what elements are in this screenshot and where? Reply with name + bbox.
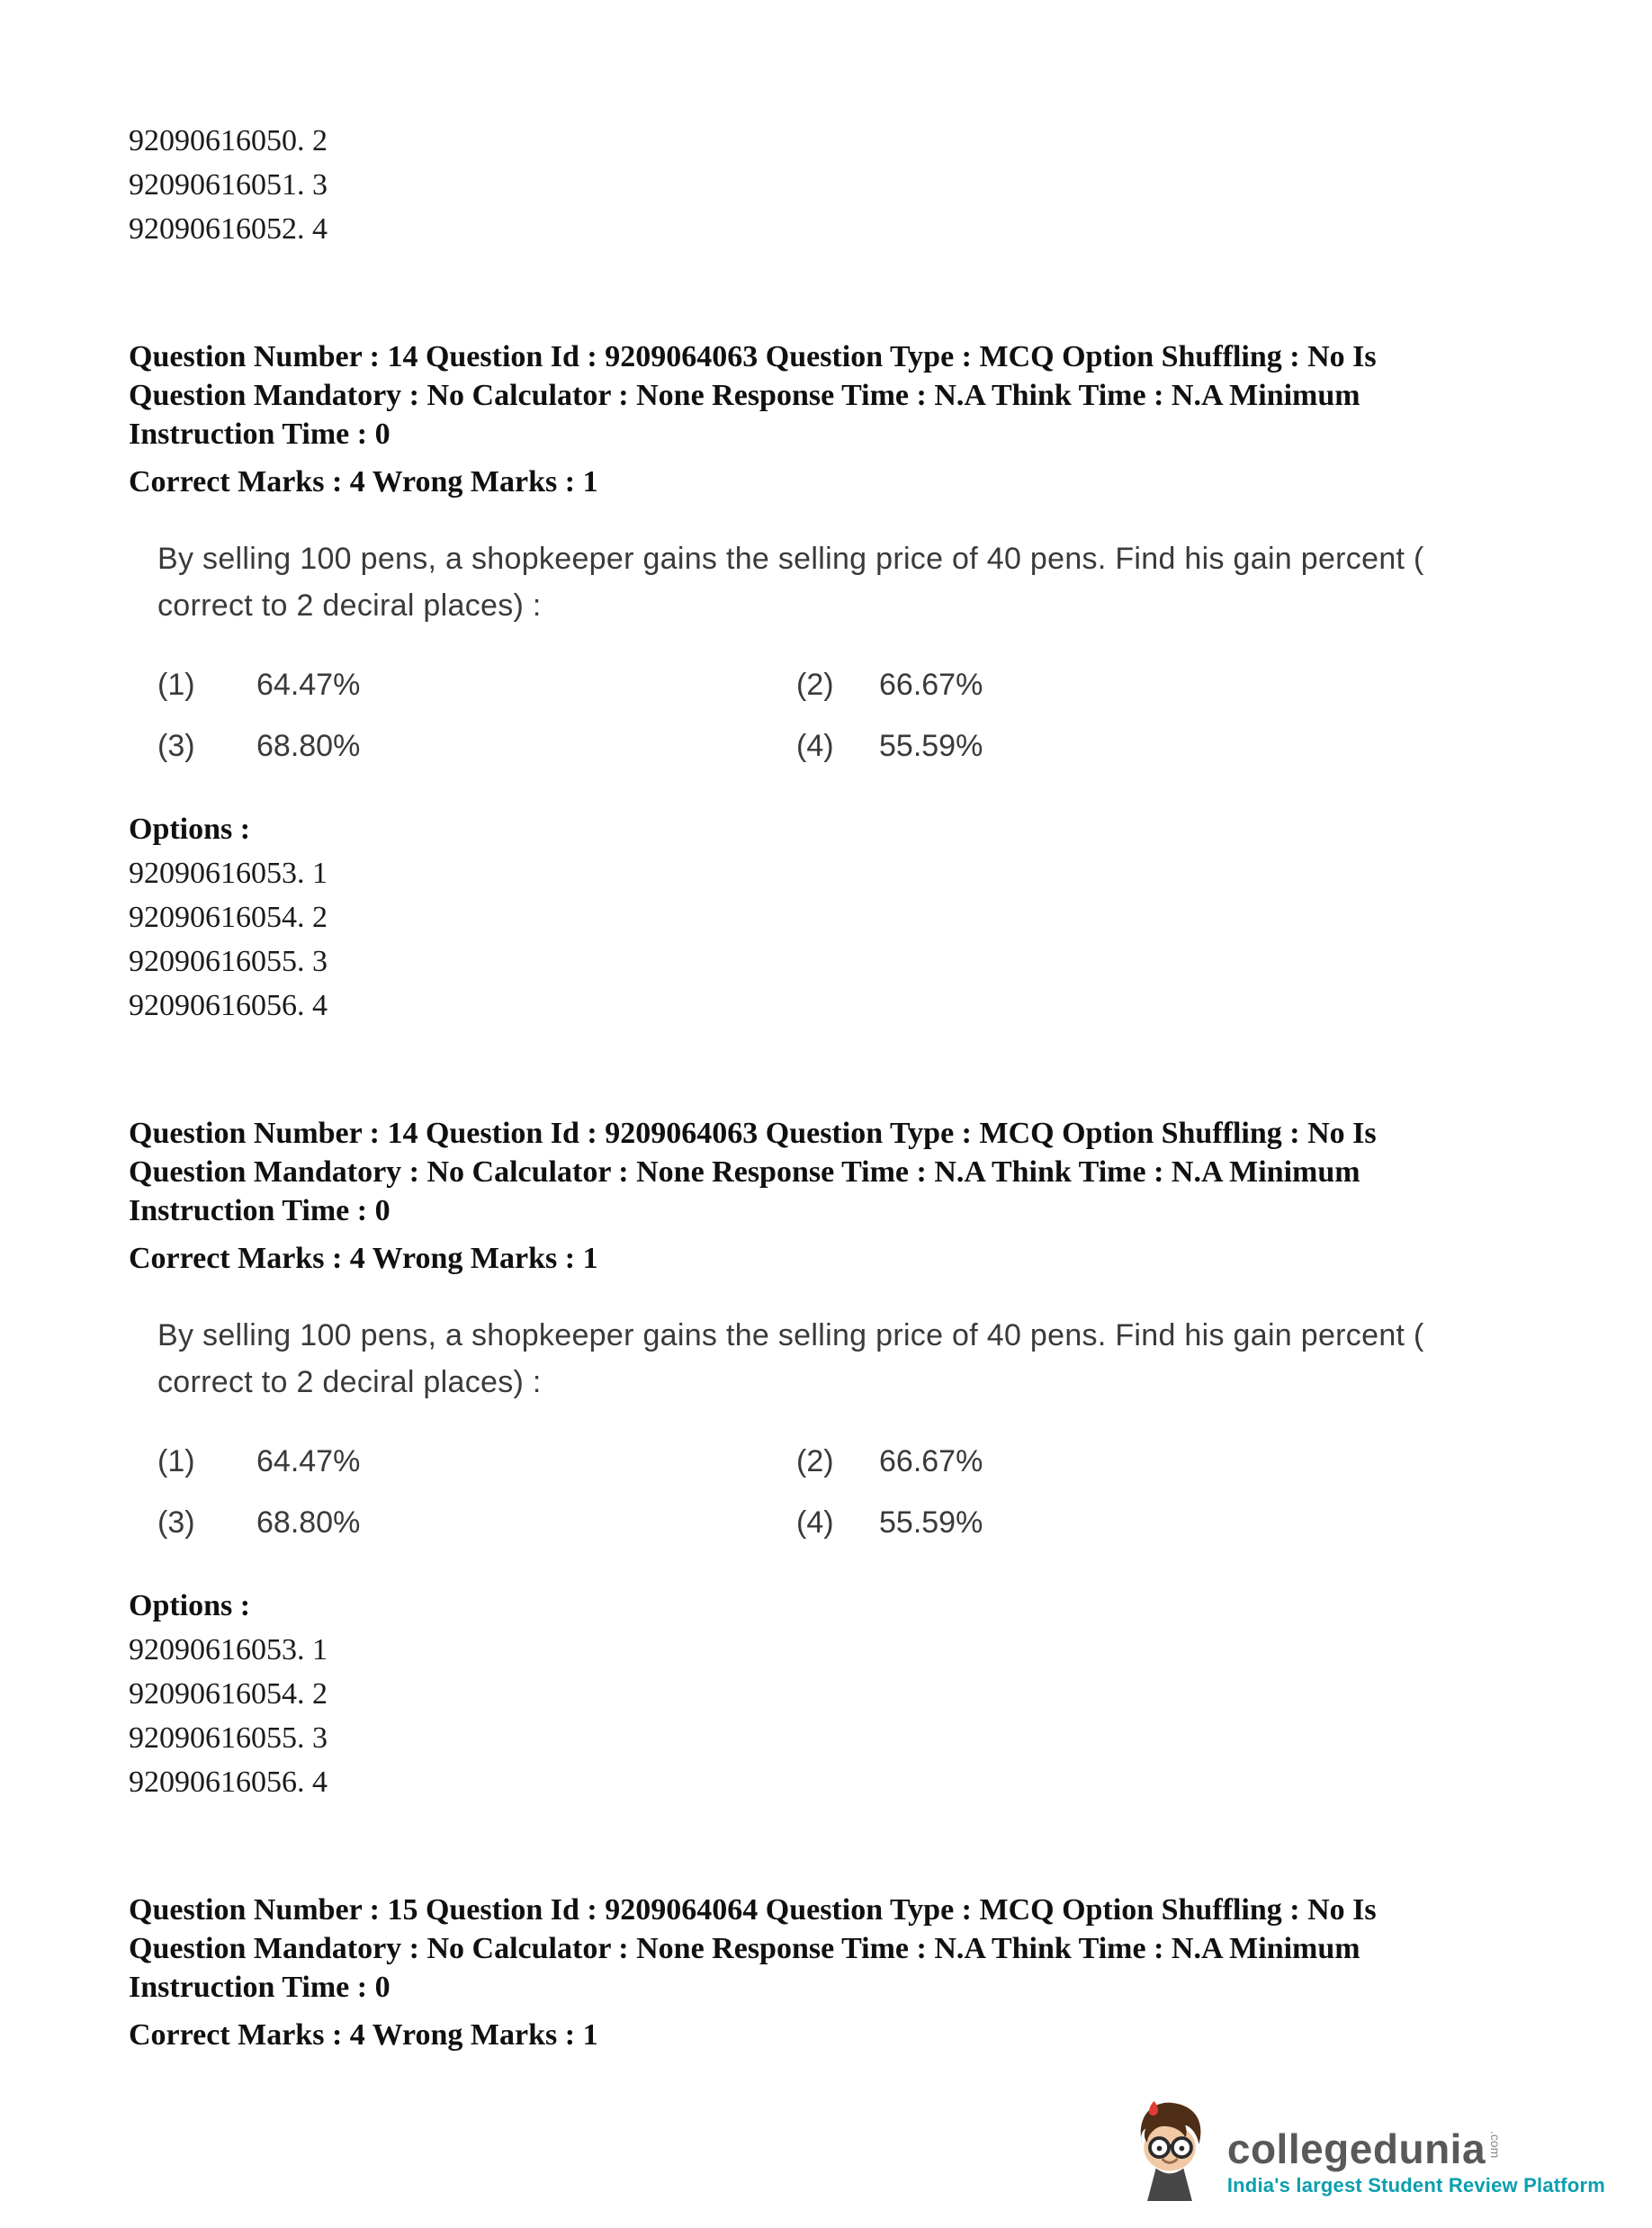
choice-value: 66.67%: [879, 668, 983, 702]
question-header-line: Instruction Time : 0: [129, 418, 391, 451]
brand-row: [1227, 2127, 1503, 2170]
question-header-line: Question Number : 14 Question Id : 9209064063 Question Type : MCQ Option Shuffling : No Is: [129, 1117, 1377, 1150]
question-block-14b: [129, 1114, 1580, 1804]
question-header-line: Question Mandatory : No Calculator : None Response Time : N.A Think Time : N.A Minimum: [129, 1155, 1360, 1189]
question-header-line: Question Mandatory : No Calculator : None Response Time : N.A Think Time : N.A Minimum: [129, 379, 1360, 412]
collegedunia-mascot-icon: [1125, 2099, 1215, 2201]
choice-value: 68.80%: [256, 729, 361, 763]
options-label: Options :: [129, 813, 251, 846]
option-id-line: 92090616050. 2: [129, 124, 328, 157]
choice-number: (4): [796, 729, 834, 763]
option-id-line: 92090616055. 3: [129, 1721, 328, 1755]
choice-number: (1): [157, 1444, 195, 1478]
option-id-line: 92090616054. 2: [129, 901, 328, 934]
choice-grid: [157, 661, 1580, 769]
option-id-line: 92090616052. 4: [129, 212, 328, 246]
brand-text-block: [1227, 2127, 1605, 2201]
question-body: [129, 535, 1580, 769]
question-block-14a: [129, 337, 1580, 1028]
question-header: [129, 1891, 1580, 2007]
question-header-line: Question Number : 15 Question Id : 9209064064 Question Type : MCQ Option Shuffling : No Is: [129, 1893, 1377, 1927]
question-header: [129, 337, 1580, 454]
choice-grid: [157, 1438, 1580, 1546]
choice-value: 55.59%: [879, 1505, 983, 1540]
choice-value: 64.47%: [256, 668, 361, 702]
choice-value: 68.80%: [256, 1505, 361, 1540]
option-id-list: [129, 1628, 1580, 1804]
option-id-line: 92090616051. 3: [129, 168, 328, 202]
question-block-15: [129, 1891, 1580, 2054]
question-text: [157, 535, 1580, 629]
brand-tagline: India's largest Student Review Platform: [1226, 2174, 1605, 2197]
collegedunia-watermark: [1125, 2099, 1605, 2201]
option-id-line: 92090616053. 1: [129, 857, 328, 890]
choice-number: (2): [796, 1444, 834, 1478]
option-id-line: 92090616056. 4: [129, 989, 328, 1022]
choice-number: (1): [157, 668, 195, 702]
choice-value: 66.67%: [879, 1444, 983, 1478]
question-marks-line: Correct Marks : 4 Wrong Marks : 1: [129, 465, 598, 499]
brand-wordmark: collegedunia: [1226, 2125, 1486, 2172]
option-id-list: [129, 851, 1580, 1028]
question-header-line: Instruction Time : 0: [129, 1971, 391, 2004]
choice-number: (2): [796, 668, 834, 702]
choice-value: 55.59%: [879, 729, 983, 763]
option-id-line: 92090616054. 2: [129, 1677, 328, 1711]
option-id-line: 92090616055. 3: [129, 945, 328, 978]
brand-com-suffix: .com: [1488, 2131, 1504, 2159]
choice-value: 64.47%: [256, 1444, 361, 1478]
option-id-line: 92090616053. 1: [129, 1633, 328, 1667]
top-option-id-list: [129, 119, 1580, 251]
question-header-line: Instruction Time : 0: [129, 1194, 391, 1227]
question-header-line: Question Number : 14 Question Id : 9209064063 Question Type : MCQ Option Shuffling : No Is: [129, 340, 1377, 373]
question-body: [129, 1312, 1580, 1546]
choice-number: (3): [157, 729, 195, 763]
options-label: Options :: [129, 1589, 251, 1622]
question-marks-line: Correct Marks : 4 Wrong Marks : 1: [129, 2018, 598, 2052]
question-text-line: correct to 2 deciral places) :: [157, 588, 542, 623]
question-text: [157, 1312, 1580, 1406]
option-id-line: 92090616056. 4: [129, 1765, 328, 1799]
question-text-line: By selling 100 pens, a shopkeeper gains the selling price of 40 pens. Find his gain percent (: [157, 542, 1424, 576]
question-text-line: correct to 2 deciral places) :: [157, 1365, 542, 1399]
question-text-line: By selling 100 pens, a shopkeeper gains the selling price of 40 pens. Find his gain percent (: [157, 1318, 1424, 1352]
choice-number: (4): [796, 1505, 834, 1540]
choice-number: (3): [157, 1505, 195, 1540]
question-header-line: Question Mandatory : No Calculator : None Response Time : N.A Think Time : N.A Minimum: [129, 1932, 1360, 1965]
question-marks-line: Correct Marks : 4 Wrong Marks : 1: [129, 1242, 598, 1275]
question-header: [129, 1114, 1580, 1230]
